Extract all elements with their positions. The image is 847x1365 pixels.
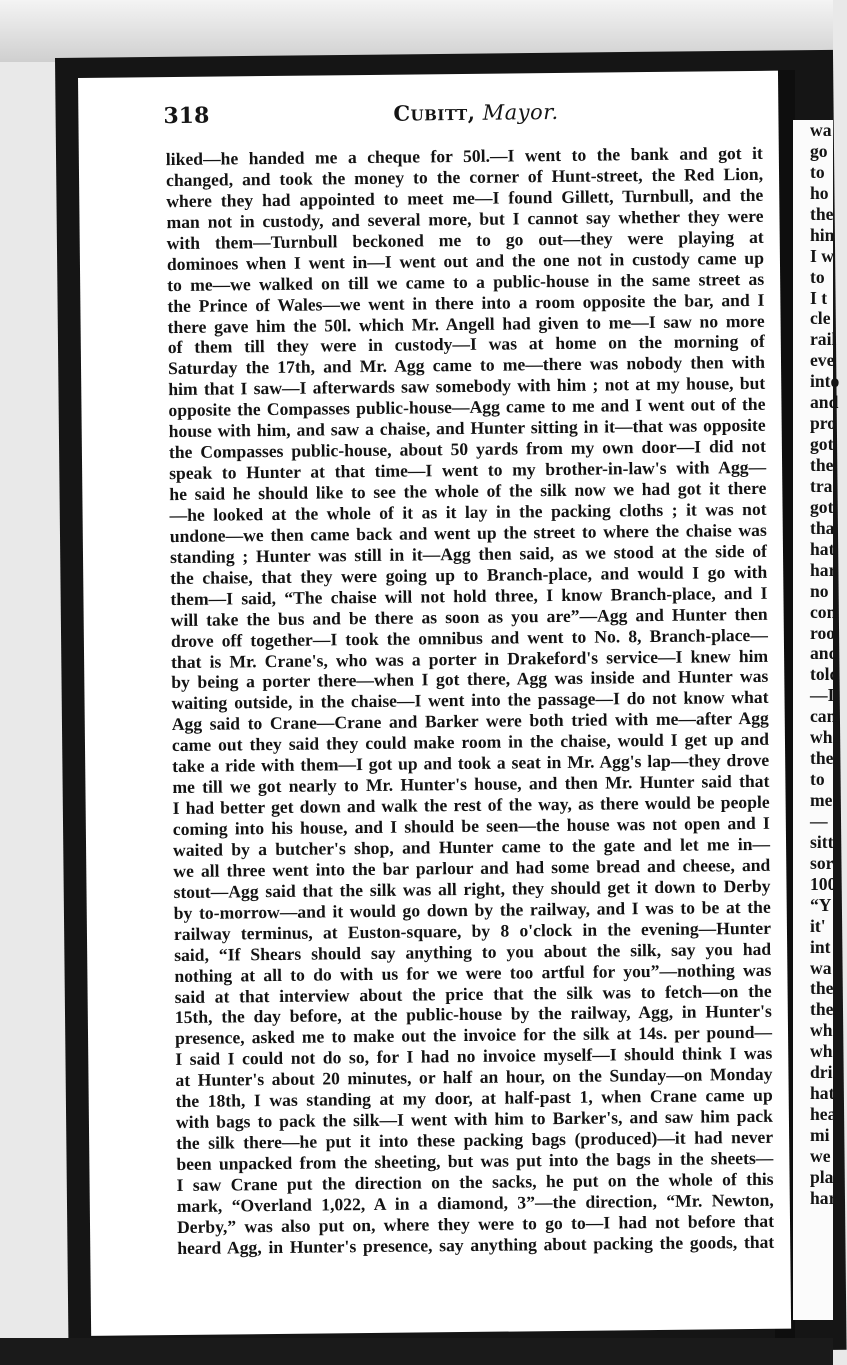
facing-page-line: I t [810,287,828,308]
text-line: with them—Turnbull beckoned me to go out—they were playing at [166,226,764,253]
text-line: Saturday the 17th, and Mr. Agg came to me—there was nobody then with [167,352,766,379]
text-line: I saw Crane put the direction on the sacks, he put on the whole of this [176,1168,774,1195]
text-line: standing ; Hunter was still in it—Agg then said, as we stood at the side of [169,540,768,567]
facing-page-line: and [810,643,839,664]
facing-page-line: and [810,392,839,413]
facing-page-line: me [810,790,833,810]
facing-page-line: told [810,664,840,685]
facing-page-line: “Y [810,894,832,915]
text-line: we all three went into the bar parlour and had some bread and cheese, and [173,854,771,881]
text-line: with bags to pack the silk—I went with him to Barker's, and saw him pack [175,1105,774,1133]
text-line: Agg said to Crane—Crane and Barker were both tried with me—after Agg [171,708,769,735]
text-line: opposite the Compasses public-house—Agg came to me and I went out of the [168,394,766,421]
facing-page-line: — [810,810,828,831]
facing-page-line: to [810,769,825,790]
text-line: them—I said, “The chaise will not hold three, I know Branch-place, and I [170,582,768,609]
text-line: the Prince of Wales—we went in there into a room opposite the bar, and I [167,289,765,316]
facing-page-line: I w [810,245,834,266]
text-line: him that I saw—I afterwards saw somebody with him ; not at my house, but [168,373,766,400]
text-line: man not in custody, and several more, but I cannot say whether they were [166,205,764,232]
facing-page-line: int [810,936,831,957]
text-line: the chaise, that they were going up to Branch-place, and would I go with [170,561,768,588]
scan-bottom-margin [0,1338,833,1365]
page-number: 318 [163,102,210,130]
text-line: said at that interview about the price that the silk was to fetch—on the [174,980,772,1007]
facing-page-line: the [810,748,834,769]
body-text [166,143,775,1259]
facing-page-line: the [810,978,834,999]
facing-page-line: sitt [810,831,834,852]
running-title-name: Cubitt, [393,99,476,126]
text-line: 15th, the day before, at the public-house by the railway, Agg, in Hunter's [174,1001,772,1028]
text-line: will take the bus and be there as soon as you are”—Agg and Hunter then [170,603,768,630]
text-line: speak to Hunter at that time—I went to my brother-in-law's with Agg— [169,456,767,484]
text-line: been unpacked from the sheeting, but was put into the bags in the sheets— [176,1147,774,1175]
facing-page-line: into [810,371,840,392]
facing-page-line: no [810,580,829,601]
facing-page-line: roo [810,622,836,643]
facing-page-line: 100 [810,873,837,894]
text-line: waiting outside, in the chaise—I went into the passage—I do not know what [171,687,769,714]
text-line: Derby,” was also put on, where they were to go to—I had not before that [176,1210,775,1237]
facing-page-fragment [793,120,840,1320]
text-line: presence, asked me to make out the invoice for the silk at 14s. per pound— [174,1022,773,1049]
facing-page-line: eve [810,350,835,371]
text-line: nothing at all to do with us for we were too artful for you”—nothing was [174,959,772,986]
facing-page-line: ho [810,182,829,203]
text-line: me till we got nearly to Mr. Hunter's house, and then Mr. Hunter said that [172,770,770,798]
text-line: waited by a butcher's shop, and Hunter came to the gate and let me in— [172,833,771,860]
text-line: coming into his house, and I should be seen—the house was not open and I [172,812,770,840]
facing-page-line: can [810,706,837,727]
facing-page-line: hat [810,538,835,559]
text-line: said, “If Shears should say anything to you about the silk, say you had [174,938,772,965]
text-line: stout—Agg said that the silk was all right, they should get it down to Derby [173,875,771,902]
facing-page-line: dri [810,1062,833,1083]
facing-page-line: wh [810,1041,833,1062]
facing-page-line: got [810,434,834,455]
facing-page-line: wa [810,957,832,978]
facing-page-line: tra [810,475,833,496]
text-line: where they had appointed to meet me—I found Gillett, Turnbull, and the [166,184,764,211]
facing-page-line: har [810,559,837,580]
text-line: came out they said they could make room in the chaise, would I get up and [171,729,770,756]
facing-page-line: wa [810,120,832,140]
text-line: by to-morrow—and it would go down by the railway, and I was to be at the [173,896,771,923]
facing-page-line: it' [810,915,826,936]
facing-page-line: we [810,1145,831,1166]
running-header [78,97,778,138]
facing-page-line: hin [810,224,835,245]
text-line: to me—we walked on till we came to a public-house in the same street as [167,268,765,295]
facing-page-line: the [810,203,834,224]
text-line: mark, “Overland 1,022, A in a diamond, 3”—the direction, “Mr. Newton, [176,1189,774,1216]
text-line: the 18th, I was standing at my door, at half-past 1, when Crane came up [175,1084,773,1112]
text-line: there gave him the 50l. which Mr. Angell had given to me—I saw no more [167,310,765,337]
text-line: that is Mr. Crane's, who was a porter in Drakeford's service—I knew him [171,645,769,672]
facing-page-line: rail [810,329,837,350]
facing-page-line: tha [810,517,835,538]
text-line: the Compasses public-house, about 50 yards from my own door—I did not [168,435,766,463]
facing-page-line: pla [810,1166,834,1187]
facing-page-line: mi [810,1125,830,1145]
facing-page-line: hea [810,1104,837,1125]
text-line: the silk there—he put it into these packing bags (produced)—it had never [176,1126,774,1154]
facing-page-line: the [810,999,834,1020]
text-line: of them till they were in custody—I was at home on the morning of [167,331,765,358]
running-title-role: Mayor. [482,99,559,125]
facing-page-line: to [810,161,825,182]
text-line: he said he should like to see the whole of the silk now we had got it there [169,477,767,505]
facing-page-line: wh [810,1020,833,1041]
facing-page-line: har [810,1187,837,1208]
facing-page-line: wh [810,727,833,748]
facing-page-line: pro [810,413,837,434]
text-line: heard Agg, in Hunter's presence, say anything about packing the goods, that [177,1231,775,1258]
facing-page-line: sor [810,852,834,873]
facing-page-line: the [810,455,834,475]
book-page [78,71,791,1336]
text-line: by being a porter there—when I got there, Agg was inside and Hunter was [171,666,769,693]
facing-page-line: go [810,140,828,161]
facing-page-line: got [810,496,834,517]
text-line: house with him, and saw a chaise, and Hunter sitting in it—that was opposite [168,415,766,442]
facing-page-line: con [810,601,837,622]
text-line: I had better get down and walk the rest of the way, as there would be people [172,791,770,819]
text-line: liked—he handed me a cheque for 50l.—I went to the bank and got it [165,142,763,170]
facing-page-line: cle [810,308,831,329]
facing-page-line: hat [810,1083,835,1104]
facing-page-line: —I [810,685,835,706]
text-line: at Hunter's about 20 minutes, or half an hour, on the Sunday—on Monday [175,1064,773,1091]
text-line: take a ride with them—I got up and took a seat in Mr. Agg's lap—they drove [172,749,770,777]
text-line: changed, and took the money to the corner of Hunt-street, the Red Lion, [165,163,764,191]
text-line: I said I could not do so, for I had no invoice myself—I should think I was [175,1043,773,1070]
text-line: railway terminus, at Euston-square, by 8 o'clock in the evening—Hunter [173,917,772,944]
facing-page-line: to [810,266,825,287]
text-line: dominoes when I went in—I went out and the one not in custody came up [166,247,765,274]
text-line: drove off together—I took the omnibus and went to No. 8, Branch-place— [170,624,768,651]
text-line: —he looked at the whole of it as it lay in the packing cloths ; it was not [169,498,767,526]
running-title [393,99,558,126]
text-line: undone—we then came back and went up the street to where the chaise was [169,519,767,546]
